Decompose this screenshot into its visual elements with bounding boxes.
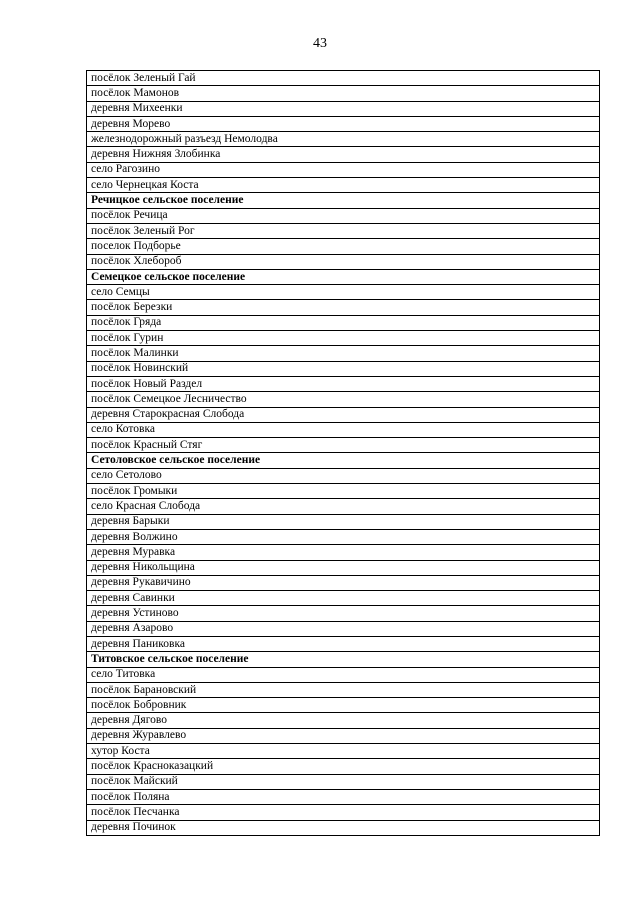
section-header-row bbox=[87, 269, 600, 284]
table-row bbox=[87, 667, 600, 682]
settlement-cell: посёлок Мамонов bbox=[87, 86, 600, 101]
settlement-cell: посёлок Новинский bbox=[87, 361, 600, 376]
table-row bbox=[87, 223, 600, 238]
table-row bbox=[87, 132, 600, 147]
settlement-cell: село Красная Слобода bbox=[87, 499, 600, 514]
settlement-cell: посёлок Зеленый Гай bbox=[87, 71, 600, 86]
table-body bbox=[87, 71, 600, 836]
settlement-cell: посёлок Семецкое Лесничество bbox=[87, 392, 600, 407]
settlement-cell: посёлок Березки bbox=[87, 300, 600, 315]
table-row bbox=[87, 315, 600, 330]
settlement-cell: деревня Журавлево bbox=[87, 728, 600, 743]
table-row bbox=[87, 376, 600, 391]
table-row bbox=[87, 682, 600, 697]
settlement-cell: хутор Коста bbox=[87, 744, 600, 759]
section-header-cell: Сетоловское сельское поселение bbox=[87, 453, 600, 468]
table-row bbox=[87, 728, 600, 743]
table-row bbox=[87, 101, 600, 116]
settlement-cell: село Рагозино bbox=[87, 162, 600, 177]
table-row bbox=[87, 698, 600, 713]
table-row bbox=[87, 331, 600, 346]
table-row bbox=[87, 285, 600, 300]
table-row bbox=[87, 805, 600, 820]
settlement-cell: поселок Подборье bbox=[87, 239, 600, 254]
table-row bbox=[87, 499, 600, 514]
table-row bbox=[87, 636, 600, 651]
settlement-cell: деревня Никольщина bbox=[87, 560, 600, 575]
settlement-cell: деревня Нижняя Злобинка bbox=[87, 147, 600, 162]
table-row bbox=[87, 744, 600, 759]
table-row bbox=[87, 392, 600, 407]
table-row bbox=[87, 346, 600, 361]
table-row bbox=[87, 239, 600, 254]
settlement-cell: посёлок Майский bbox=[87, 774, 600, 789]
section-header-row bbox=[87, 453, 600, 468]
table-row bbox=[87, 178, 600, 193]
table-row bbox=[87, 71, 600, 86]
section-header-cell: Титовское сельское поселение bbox=[87, 652, 600, 667]
section-header-row bbox=[87, 193, 600, 208]
settlement-cell: деревня Старокрасная Слобода bbox=[87, 407, 600, 422]
settlement-cell: деревня Волжино bbox=[87, 529, 600, 544]
section-header-cell: Речицкое сельское поселение bbox=[87, 193, 600, 208]
section-header-row bbox=[87, 652, 600, 667]
table-row bbox=[87, 606, 600, 621]
settlement-cell: деревня Муравка bbox=[87, 545, 600, 560]
settlement-cell: село Чернецкая Коста bbox=[87, 178, 600, 193]
settlement-cell: посёлок Гурин bbox=[87, 331, 600, 346]
table-row bbox=[87, 116, 600, 131]
table-row bbox=[87, 529, 600, 544]
settlement-cell: село Котовка bbox=[87, 422, 600, 437]
settlement-cell: посёлок Речица bbox=[87, 208, 600, 223]
settlement-cell: деревня Дягово bbox=[87, 713, 600, 728]
settlement-cell: посёлок Поляна bbox=[87, 789, 600, 804]
settlement-cell: посёлок Красный Стяг bbox=[87, 438, 600, 453]
table-row bbox=[87, 545, 600, 560]
table-row bbox=[87, 422, 600, 437]
settlement-cell: деревня Паниковка bbox=[87, 636, 600, 651]
table-row bbox=[87, 208, 600, 223]
table-row bbox=[87, 591, 600, 606]
table-row bbox=[87, 86, 600, 101]
table-row bbox=[87, 820, 600, 835]
settlement-cell: деревня Азарово bbox=[87, 621, 600, 636]
settlement-cell: деревня Морево bbox=[87, 116, 600, 131]
table-row bbox=[87, 361, 600, 376]
table-row bbox=[87, 484, 600, 499]
settlement-table bbox=[86, 70, 600, 836]
settlement-cell: посёлок Гряда bbox=[87, 315, 600, 330]
settlement-cell: посёлок Малинки bbox=[87, 346, 600, 361]
settlement-cell: село Семцы bbox=[87, 285, 600, 300]
settlement-cell: железнодорожный разъезд Немолодва bbox=[87, 132, 600, 147]
settlement-cell: деревня Барыки bbox=[87, 514, 600, 529]
table-row bbox=[87, 407, 600, 422]
section-header-cell: Семецкое сельское поселение bbox=[87, 269, 600, 284]
page-number: 43 bbox=[313, 36, 327, 51]
table-row bbox=[87, 774, 600, 789]
table-row bbox=[87, 300, 600, 315]
table-row bbox=[87, 575, 600, 590]
settlement-cell: посёлок Песчанка bbox=[87, 805, 600, 820]
settlement-cell: деревня Рукавичино bbox=[87, 575, 600, 590]
settlement-cell: деревня Савинки bbox=[87, 591, 600, 606]
settlement-cell: посёлок Краснοказацкий bbox=[87, 759, 600, 774]
table-row bbox=[87, 147, 600, 162]
settlement-cell: деревня Михеенки bbox=[87, 101, 600, 116]
table-row bbox=[87, 468, 600, 483]
settlement-cell: деревня Починок bbox=[87, 820, 600, 835]
settlement-cell: деревня Устиново bbox=[87, 606, 600, 621]
table-row bbox=[87, 759, 600, 774]
settlement-cell: посёлок Новый Раздел bbox=[87, 376, 600, 391]
table-row bbox=[87, 162, 600, 177]
settlement-cell: посёлок Барановский bbox=[87, 682, 600, 697]
settlement-cell: посёлок Хлебороб bbox=[87, 254, 600, 269]
table-row bbox=[87, 438, 600, 453]
table-row bbox=[87, 514, 600, 529]
settlement-cell: посёлок Громыки bbox=[87, 484, 600, 499]
settlement-cell: посёлок Бобровник bbox=[87, 698, 600, 713]
table-row bbox=[87, 621, 600, 636]
settlement-cell: село Титовка bbox=[87, 667, 600, 682]
table-row bbox=[87, 254, 600, 269]
table-row bbox=[87, 713, 600, 728]
settlement-cell: село Сетолово bbox=[87, 468, 600, 483]
settlement-cell: посёлок Зеленый Рог bbox=[87, 223, 600, 238]
table-row bbox=[87, 560, 600, 575]
table-row bbox=[87, 789, 600, 804]
